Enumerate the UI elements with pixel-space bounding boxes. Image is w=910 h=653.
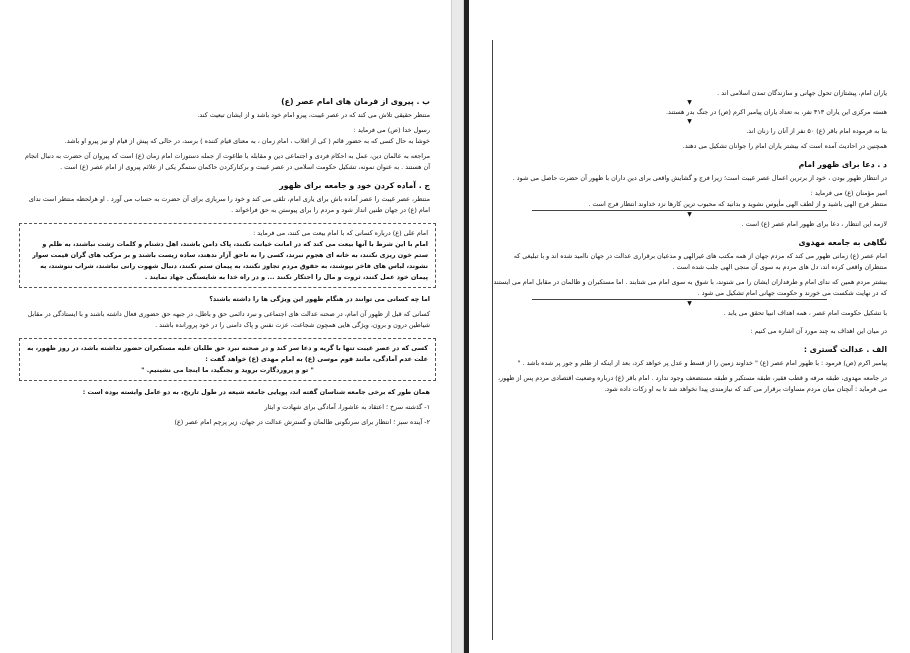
paragraph: همچنین در احادیث آمده است که بیشتر یاران امام را جوانان تشکیل می دهند. [682,142,887,150]
section-alef-title: الف . عدالت گستری : [803,345,887,354]
paragraph: مراجعه به عالمان دین، عمل به احکام فردی و اجتماعی دین و مقابله با طاغوت از جمله دستورات امام زمان (ع) است که پیروان آن حضرت به دنبال انجام آن هستند . به عنوان نمونه، تشکیل حکومت اسلامی در عصر غیبت و برکنارکردن حاکمان ستمگر یکی از علائم پیروی از امام عصر (ع) است . [25,152,430,171]
section-b-title: ب . پیروی از فرمان های امام عصر (ع) [281,97,430,106]
paragraph: در انتظار ظهور بودن ، خود از برترین اعمال عصر غیبت است؛ زیرا فرج و گشایش واقعی برای دین داران با ظهور آن حضرت حاصل می شود . [512,174,887,182]
right-page-content [492,88,887,395]
paragraph: امیر مؤمنان (ع) می فرماید : [810,189,887,197]
paragraph: کسانی که قبل از ظهور آن امام، در صحنه عدالت های اجتماعی و نبرد دائمی حق و باطل، در جبهه حق حضوری فعال داشته باشند و با ایستادگی در مقابل شیاطین درون و برون، ویژگی هایی همچون شجاعت، عزت نفس و پاک دامنی را در خود پرورانده باشند . [27,310,430,329]
section-mahdavi-title: نگاهی به جامعه مهدوی [798,238,887,247]
paragraph: یاران امام، پیشتازان تحول جهانی و سازندگان تمدن اسلامی اند . [717,89,887,97]
paragraph: همان طور که برخی جامعه شناسان گفته اند، پویایی جامعه شیعه در طول تاریخ، به دو عامل وابسته بوده است : [82,388,430,396]
section-c-title: ج . آماده کردن خود و جامعه برای ظهور [279,181,430,190]
hadith-box [19,223,436,288]
right-page [463,0,910,653]
question-text: اما چه کسانی می توانند در هنگام ظهور این ویژگی ها را داشته باشند؟ [209,295,430,303]
box-quote: " تو و پروردگارت بروید و بجنگید، ما اینجا می نشینیم. " [141,366,314,374]
section-d-title: د . دعا برای ظهور امام [798,160,887,169]
paragraph: رسول خدا (ص) می فرماید : [353,126,430,134]
paragraph: لازمه این انتظار ، دعا برای ظهور امام عصر (ع) است . [741,220,887,228]
left-page-content [25,88,430,428]
paragraph: پیامبر اکرم (ص) فرمود : با ظهور امام عصر (ع) " خداوند زمین را از قسط و عدل پر خواهد کرد، بعد از اینکه از ظلم و جور پر شده باشد . " [517,359,887,367]
paragraph: بنا به فرموده امام باقر (ع) ۵۰ نفر از آنان را زنان اند. [746,127,887,135]
page-gutter-line [451,70,452,653]
paragraph: منتظر حقیقی تلاش می کند که در عصر غیبت، پیرو امام خود باشد و از ایشان تبعیت کند. [197,111,430,119]
paragraph: منتظر فرج الهی باشید و از لطف الهی مأیوس نشوید و بدانید که محبوب ترین کارها نزد خداوند انتظار فرج است . [588,200,887,208]
paragraph: منتظر، عصر غیبت را عصر آماده باش برای یاری امام، تلقی می کند و خود را سربازی برای آن حضرت به حساب می آورد . او هرلحظه منتظر است ندای امام (ع) در جهان طنین انداز شود و مردم را برای پیوستن به حق فراخواند . [28,195,430,214]
box-text: کسی که در عصر غیبت تنها با گریه و دعا سر کند و در صحنه نبرد حق طلبان علیه مستکبران حضور نداشته باشد، در روز ظهور، به علت عدم آمادگی، مانند قوم موسی (ع) به امام مهدی (ع) خواهد گفت : [27,344,428,363]
paragraph: امام عصر (ع) زمانی ظهور می کند که مردم جهان از همه مکتب های غیرالهی و مدعیان برقراری عدالت در جهان ناامید شده اند و با تبلیغی که منتظران واقعی کرده اند، دل های مردم به سوی آن منجی الهی جلب شده است . [513,252,887,271]
arrow-down-icon: ▼ [687,99,692,106]
list-item: ۲- آینده سبز ؛ انتظار برای سرنگونی ظالمان و گسترش عدالت در جهان، زیر پرچم امام عصر (ع) [174,418,430,426]
paragraph: در میان این اهداف به چند مورد آن اشاره می کنیم : [750,327,887,335]
warning-box [19,338,436,381]
paragraph: با تشکیل حکومت امام عصر ، همه اهداف انبیا تحقق می یابد . [723,309,887,317]
left-page [0,0,452,653]
page-edge [464,0,469,653]
paragraph: خوشا به حال کسی که به حضور قائم ( کی از اقلاب ، امام زمان ، به معنای قیام کننده ) برسد، در حالی که پیش از قیام او نیز پیرو او باشد. [64,137,430,145]
arrow-down-icon: ▼ [687,118,692,125]
paragraph: بیشتر مردم همین که ندای امام و طرفداران ایشان را می شنوند، با شوق به سوی امام می شتابند . اما مستکبران و ظالمان در مقابل امام می ایستند که در نهایت شکست می خورند و حکومت جهانی امام تشکیل می شود . [493,278,887,297]
list-item: ۱- گذشته سرخ ؛ اعتقاد به عاشورا، آمادگی برای شهادت و ایثار [264,403,430,411]
arrow-down-icon: ▼ [687,300,692,307]
box-intro: امام علی (ع) درباره کسانی که با امام بیعت می کنند، می فرماید : [253,229,428,237]
box-text: امام با این شرط با آنها بیعت می کند که در امانت خیانت نکنند، پاک دامن باشند، اهل دشنام و کلمات زشت نباشند، به ظلم و ستم خون ریزی نکنند، به خانه ای هجوم نبرند، کسی را به ناحق آزار ندهند، ساده زیست باشند و بر مرکب های گران قیمت سوار نشوند، لباس های فاخر نپوشند، به حقوق مردم تجاوز نکنند، به پیمان ستم نکنند، دنبال شهوت رانی نباشند، شراب ننوشند، به پیمان خود عمل کنند، ثروت و مال را احتکار نکنند ... و در راه خدا به شایستگی جهاد نمایند . [32,240,428,281]
paragraph: در جامعه مهدوی، طبقه مرفه و قطب فقیر، طبقه مستکبر و طبقه مستضعف وجود ندارد . امام باقر (ع) درباره وضعیت اقتصادی مردم پس از ظهور، می فرماید : آنچنان میان مردم مساوات برقرار می کند که نیازمندی پیدا نخواهد شد تا به او زکات داده شود. [497,374,887,393]
paragraph: هسته مرکزی این یاران ۳۱۳ نفر، به تعداد یاران پیامبر اکرم (ص) در جنگ بدر هستند. [666,108,887,116]
arrow-down-icon: ▼ [687,211,692,218]
